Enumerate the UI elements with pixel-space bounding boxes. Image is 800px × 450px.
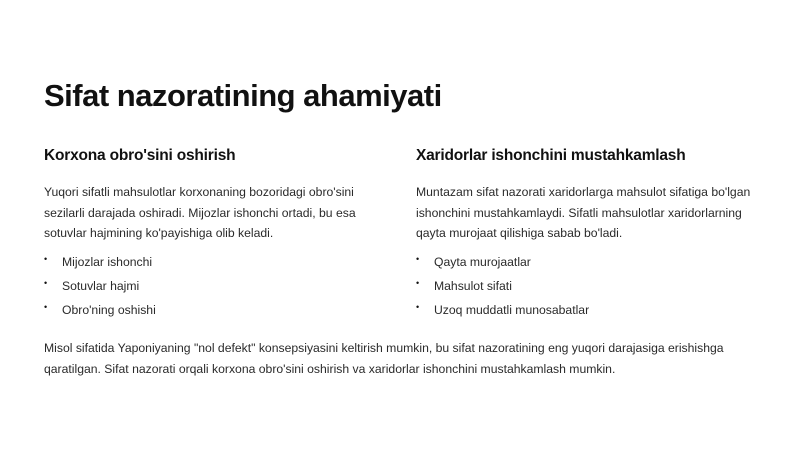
left-column [44, 147, 384, 326]
left-bullet-list [44, 254, 384, 318]
bullet-icon: • [44, 277, 48, 288]
footer-paragraph: Misol sifatida Yaponiyaning "nol defekt" konsepsiyasini keltirish mumkin, bu sifat nazoratining eng yuqori darajasiga erishishga qaratilgan. Sifat nazorati orqali korxona obro'sini oshirish va xaridorlar ishonchini mustahkamlash mumkin. [44, 341, 724, 376]
bullet-icon: • [44, 253, 48, 264]
left-paragraph: Yuqori sifatli mahsulotlar korxonaning bozoridagi obro'sini sezilarli darajada oshiradi. Mijozlar ishonchi ortadi, bu esa sotuvlar hajmining ko'payishiga olib keladi. [44, 185, 356, 240]
right-paragraph: Muntazam sifat nazorati xaridorlarga mahsulot sifatiga bo'lgan ishonchini mustahkamlaydi. Sifatli mahsulotlar xaridorlarning qayta murojaat qilishiga sabab bo'ladi. [416, 185, 751, 240]
list-item [416, 278, 756, 294]
right-bullet-list [416, 254, 756, 318]
list-item-label: Mahsulot sifati [434, 278, 512, 293]
list-item [44, 278, 384, 294]
list-item-label: Mijozlar ishonchi [62, 254, 153, 269]
bullet-icon: • [44, 301, 48, 312]
list-item-label: Sotuvlar hajmi [62, 278, 140, 293]
right-heading: Xaridorlar ishonchini mustahkamlash [416, 147, 686, 164]
list-item [44, 302, 384, 318]
bullet-icon: • [416, 253, 420, 264]
list-item [44, 254, 384, 270]
list-item-label: Uzoq muddatli munosabatlar [434, 302, 590, 317]
bullet-icon: • [416, 301, 420, 312]
bullet-icon: • [416, 277, 420, 288]
list-item [416, 254, 756, 270]
right-column [416, 147, 756, 326]
list-item [416, 302, 756, 318]
left-heading: Korxona obro'sini oshirish [44, 147, 236, 164]
slide-title: Sifat nazoratining ahamiyati [44, 78, 442, 113]
list-item-label: Obro'ning oshishi [62, 302, 156, 317]
list-item-label: Qayta murojaatlar [434, 254, 531, 269]
